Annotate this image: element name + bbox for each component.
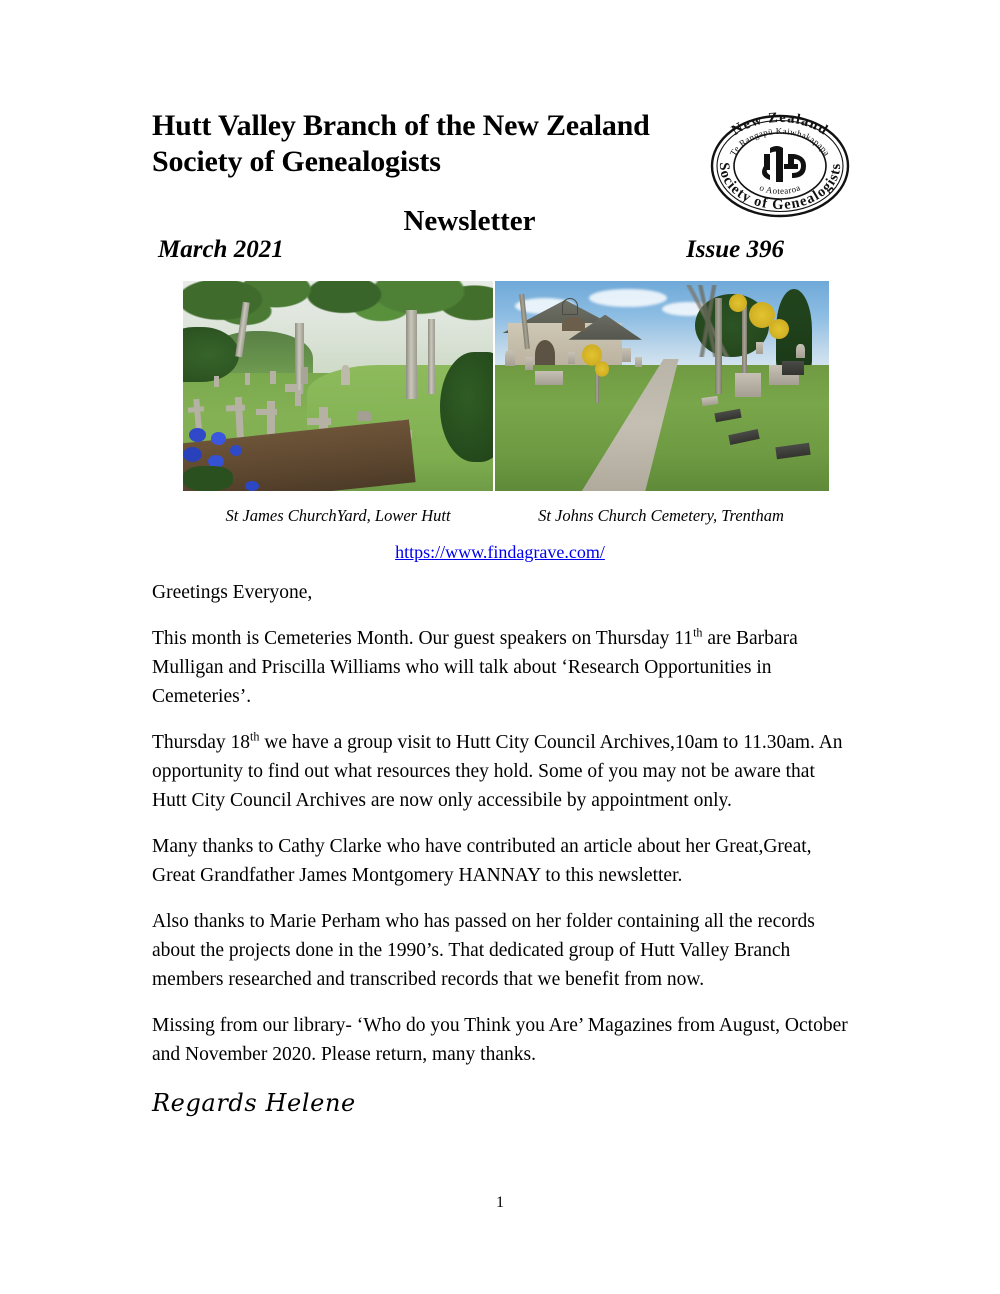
signoff: Regards Helene (152, 1089, 356, 1117)
photo-captions (183, 506, 829, 526)
paragraph-missing-magazines: Missing from our library- ‘Who do you Think you Are’ Magazines from August, October and November 2020. Please return, many thanks. (152, 1015, 848, 1065)
issue-line (152, 236, 784, 264)
st-james-churchyard-photo (183, 281, 493, 491)
ordinal-suffix: th (250, 729, 260, 744)
ordinal-suffix: th (693, 625, 703, 640)
issue-number: Issue 396 (686, 236, 784, 263)
st-johns-cemetery-photo (495, 281, 829, 491)
greeting: Greetings Everyone, (152, 582, 313, 603)
para-text-after: are Barbara Mulligan and Priscilla Williams who will talk about ‘Research Opportunities in Cemeteries’. (152, 628, 798, 707)
paragraph-cemeteries-month (152, 624, 852, 711)
masthead-line-2: Society of Genealogists (152, 145, 441, 178)
paragraph-marie-perham: Also thanks to Marie Perham who has passed on her folder containing all the records about the projects done in the 1990’s. That dedicated group of Hutt Valley Branch members researched and transcribed records that we benefit from now. (152, 911, 815, 990)
paragraph-cathy-clarke: Many thanks to Cathy Clarke who have contributed an article about her Great,Great, Great Grandfather James Montgomery HANNAY to this newsletter. (152, 836, 812, 886)
paragraph-archives-visit (152, 728, 852, 815)
para-text-before: Thursday 18 (152, 732, 251, 753)
svg-text:Te Rangapū Kaiwhakapapa: Te Rangapū Kaiwhakapapa (727, 125, 833, 158)
masthead-line-1: Hutt Valley Branch of the New Zealand (152, 109, 650, 142)
caption-st-james: St James ChurchYard, Lower Hutt (225, 506, 451, 525)
masthead-title (152, 108, 692, 180)
letter-body (152, 578, 852, 1119)
caption-st-johns: St Johns Church Cemetery, Trentham (538, 506, 784, 525)
page-number: 1 (496, 1194, 504, 1211)
nz-society-seal-icon (692, 104, 867, 224)
koru-emblem-icon (762, 146, 806, 182)
masthead-block (152, 108, 692, 238)
photo-row (183, 281, 829, 491)
svg-text:o Aotearoa: o Aotearoa (758, 182, 802, 197)
newsletter-subtitle: Newsletter (403, 205, 536, 237)
svg-text:New Zealand: New Zealand (728, 109, 832, 139)
para-text-before: This month is Cemeteries Month. Our guest speakers on Thursday 11 (152, 628, 694, 649)
para-text-after: we have a group visit to Hutt City Council Archives,10am to 11.30am. An opportunity to find out what resources they hold. Some of you may not be aware that Hutt City Council Archives are now only accessibile by appointment only. (152, 732, 843, 811)
issue-date: March 2021 (158, 236, 284, 263)
findagrave-link-row (0, 542, 1000, 563)
svg-text:Society of Genealogists: Society of Genealogists (715, 162, 845, 214)
findagrave-link[interactable]: https://www.findagrave.com/ (395, 542, 605, 562)
society-logo (692, 104, 867, 224)
